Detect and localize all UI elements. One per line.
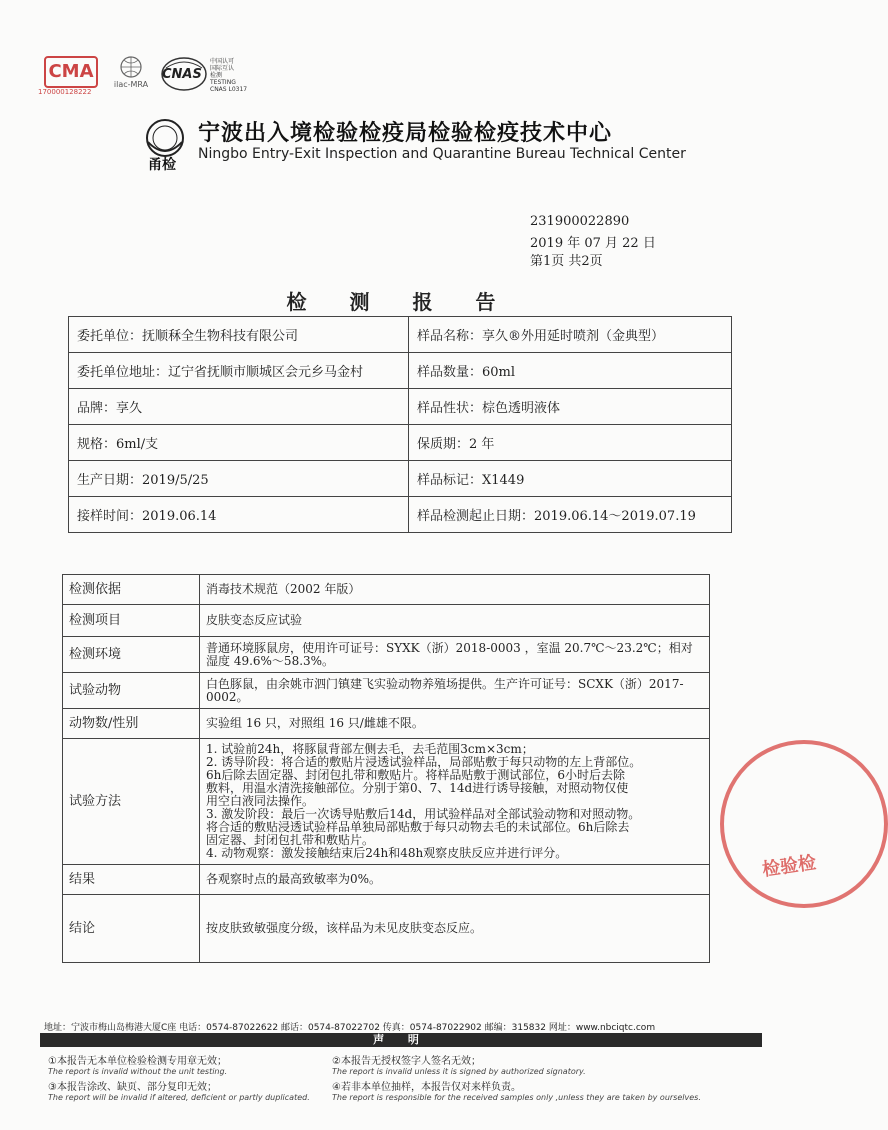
ilac-mra-label: ilac-MRA bbox=[113, 80, 149, 89]
conclusion-value: 按皮肤致敏强度分级，该样品为未见皮肤变态反应。 bbox=[200, 895, 710, 963]
method-line: 用空白液同法操作。 bbox=[206, 794, 315, 808]
result-label: 结果 bbox=[63, 865, 200, 895]
table-row bbox=[63, 895, 710, 963]
cnas-caption-line: TESTING bbox=[210, 79, 236, 86]
table-row bbox=[69, 389, 732, 425]
table-row bbox=[63, 575, 710, 605]
cnas-caption bbox=[210, 58, 247, 93]
declaration-2 bbox=[332, 1052, 586, 1076]
method-line: 1. 试验前24h，将豚鼠背部左侧去毛，去毛范围3cm×3cm； bbox=[206, 742, 534, 756]
conclusion-label: 结论 bbox=[63, 895, 200, 963]
table-row bbox=[63, 709, 710, 739]
animal-count-label: 动物数/性别 bbox=[63, 709, 200, 739]
table-row bbox=[69, 425, 732, 461]
method-line: 4. 动物观察：激发接触结束后24h和48h观察皮肤反应并进行评分。 bbox=[206, 846, 568, 860]
declaration-1 bbox=[48, 1052, 227, 1076]
declaration-text: ①本报告无本单位检验检测专用章无效； bbox=[48, 1056, 227, 1067]
item-label: 检测项目 bbox=[63, 605, 200, 637]
table-row bbox=[69, 353, 732, 389]
method-line: 2. 诱导阶段：将合适的敷贴片浸透试验样品，局部贴敷于每只动物的左上背部位。 bbox=[206, 755, 642, 769]
cnas-logo bbox=[160, 56, 204, 92]
spec-cell: 规格：6ml/支 bbox=[69, 425, 409, 461]
official-stamp bbox=[720, 740, 888, 908]
declaration-4 bbox=[332, 1078, 701, 1102]
sample-quantity-cell: 样品数量：60ml bbox=[409, 353, 732, 389]
basis-label: 检测依据 bbox=[63, 575, 200, 605]
animal-label: 试验动物 bbox=[63, 673, 200, 709]
table-row bbox=[63, 865, 710, 895]
declaration-text: ④若非本单位抽样，本报告仅对来样负责。 bbox=[332, 1082, 521, 1093]
table-row bbox=[69, 317, 732, 353]
test-details-table bbox=[62, 574, 710, 963]
basis-value: 消毒技术规范（2002 年版） bbox=[200, 575, 710, 605]
sample-state-cell: 样品性状：棕色透明液体 bbox=[409, 389, 732, 425]
declaration-text: ②本报告无授权签字人签名无效； bbox=[332, 1056, 481, 1067]
declaration-text: ③本报告涂改、缺页、部分复印无效； bbox=[48, 1082, 217, 1093]
declaration-title: 声 明 bbox=[40, 1033, 762, 1047]
sample-info-table bbox=[68, 316, 732, 533]
cma-logo: CMA bbox=[44, 56, 98, 88]
declaration-text-en: The report is responsible for the received samples only ,unless they are taken by ourselves. bbox=[332, 1093, 701, 1102]
method-line: 6h后除去固定器、封闭包扎带和敷贴片。将样品贴敷于测试部位，6小时后去除 bbox=[206, 768, 626, 782]
report-number: 231900022890 bbox=[530, 214, 630, 229]
table-row bbox=[63, 605, 710, 637]
method-line: 敷料，用温水清洗接触部位。分别于第0、7、14d进行诱导接触，对照动物仅使 bbox=[206, 781, 629, 795]
table-row bbox=[69, 461, 732, 497]
table-row bbox=[69, 497, 732, 533]
method-value bbox=[200, 739, 710, 865]
ilac-globe-icon bbox=[112, 56, 150, 78]
ilac-mra-logo bbox=[112, 56, 150, 90]
receive-time-cell: 接样时间：2019.06.14 bbox=[69, 497, 409, 533]
production-date-cell: 生产日期：2019/5/25 bbox=[69, 461, 409, 497]
item-value: 皮肤变态反应试验 bbox=[200, 605, 710, 637]
brand-cell: 品牌：享久 bbox=[69, 389, 409, 425]
sample-name-cell: 样品名称：享久®外用延时喷剂（金典型） bbox=[409, 317, 732, 353]
organization-short-name: 甬检 bbox=[148, 157, 176, 173]
declaration-text-en: The report is invalid without the unit testing. bbox=[48, 1067, 228, 1076]
client-cell: 委托单位：抚顺秝全生物科技有限公司 bbox=[69, 317, 409, 353]
animal-value: 白色豚鼠，由余姚市泗门镇建飞实验动物养殖场提供。生产许可证号：SCXK（浙）2017-0002。 bbox=[200, 673, 710, 709]
declaration-text-en: The report will be invalid if altered, deficient or partly duplicated. bbox=[48, 1093, 310, 1102]
declaration-3 bbox=[48, 1078, 310, 1102]
shelf-life-cell: 保质期：2 年 bbox=[409, 425, 732, 461]
cnas-caption-line: 中国认可 bbox=[210, 58, 235, 65]
report-page: 第1页 共2页 bbox=[530, 254, 603, 269]
table-row bbox=[63, 739, 710, 865]
method-label: 试验方法 bbox=[63, 739, 200, 865]
cnas-caption-line: CNAS L0317 bbox=[210, 86, 248, 93]
organization-name: 宁波出入境检验检疫局检验检疫技术中心 bbox=[198, 121, 613, 146]
cnas-caption-line: 检测 bbox=[210, 72, 223, 79]
test-period-cell: 样品检测起止日期：2019.06.14～2019.07.19 bbox=[409, 497, 732, 533]
environment-value: 普通环境豚鼠房，使用许可证号：SYXK（浙）2018-0003 ，室温 20.7℃～23.2℃；相对湿度 49.6%～58.3%。 bbox=[200, 637, 710, 673]
environment-label: 检测环境 bbox=[63, 637, 200, 673]
animal-count-value: 实验组 16 只，对照组 16 只/雌雄不限。 bbox=[200, 709, 710, 739]
sample-mark-cell: 样品标记：X1449 bbox=[409, 461, 732, 497]
cnas-label: CNAS bbox=[162, 67, 202, 82]
cnas-caption-line: 国际互认 bbox=[210, 65, 235, 72]
method-line: 3. 激发阶段：最后一次诱导贴敷后14d，用试验样品对全部试验动物和对照动物。 bbox=[206, 807, 641, 821]
document-title: 检 测 报 告 bbox=[286, 290, 514, 314]
cma-number: 170000128222 bbox=[38, 88, 92, 96]
organization-name-en: Ningbo Entry-Exit Inspection and Quarantine Bureau Technical Center bbox=[198, 146, 686, 162]
declaration-text-en: The report is invalid unless it is signed by authorized signatory. bbox=[332, 1067, 586, 1076]
client-address-cell: 委托单位地址：辽宁省抚顺市顺城区会元乡马金村 bbox=[69, 353, 409, 389]
result-value: 各观察时点的最高致敏率为0%。 bbox=[200, 865, 710, 895]
footer-contact: 地址：宁波市梅山岛梅港大厦C座 电话：0574-87022622 邮话：0574-87022702 传真：0574-87022902 邮编：315832 网址：www.nbciqtc.com bbox=[44, 1023, 656, 1033]
stamp-text: 检验检 bbox=[761, 852, 818, 881]
method-line: 固定器、封闭包扎带和敷贴片。 bbox=[206, 833, 375, 847]
method-line: 将合适的敷贴浸透试验样品单独局部贴敷于每只动物去毛的未试部位。6h后除去 bbox=[206, 820, 630, 834]
report-date: 2019 年 07 月 22 日 bbox=[530, 236, 656, 251]
table-row bbox=[63, 673, 710, 709]
table-row bbox=[63, 637, 710, 673]
